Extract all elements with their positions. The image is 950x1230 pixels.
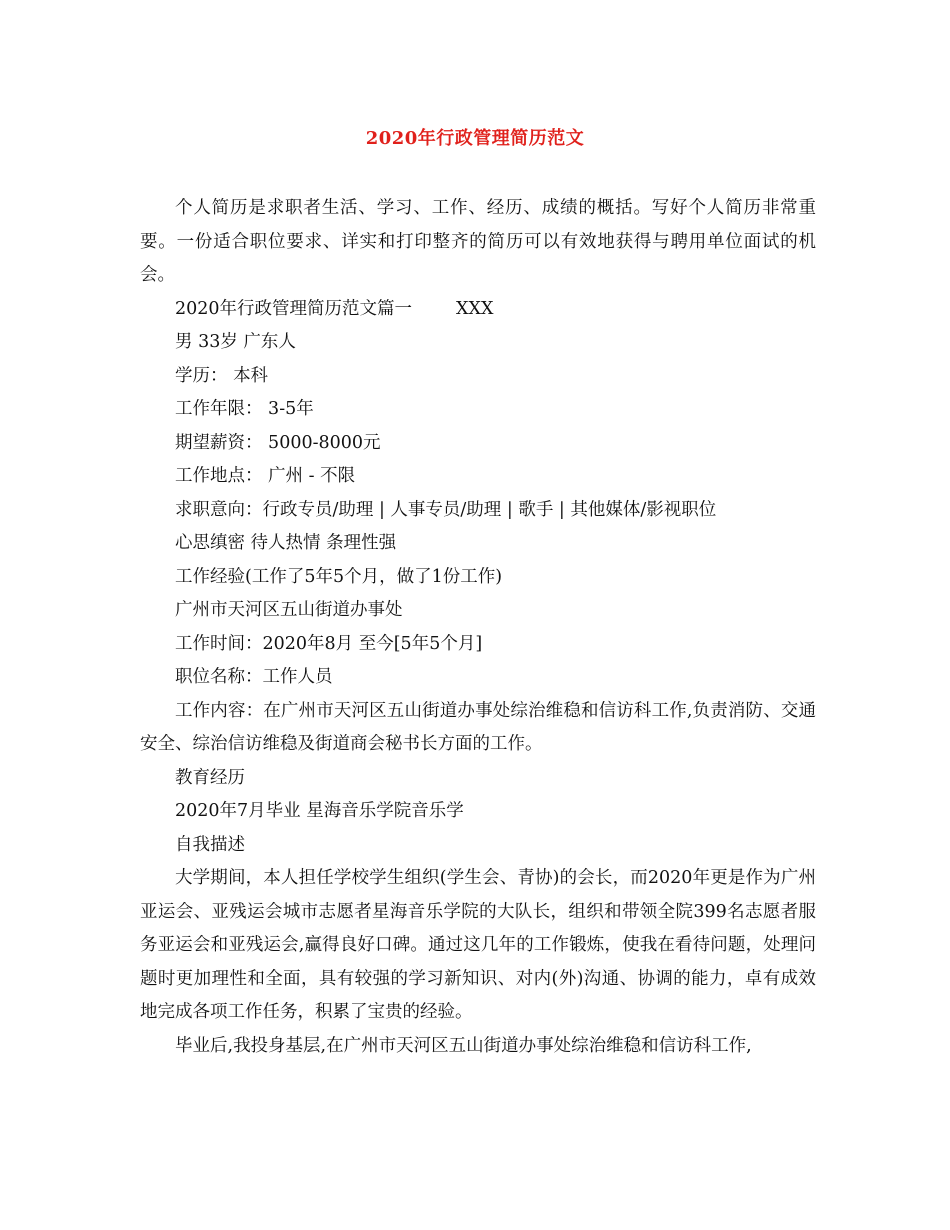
education-detail: 2020年7月毕业 星海音乐学院音乐学 — [175, 801, 464, 821]
resume-heading-line — [140, 293, 816, 327]
intro-paragraph: 个人简历是求职者生活、学习、工作、经历、成绩的概括。写好个人简历非常重要。一份适合职位要求、详实和打印整齐的简历可以有效地获得与聘用单位面试的机会。 — [140, 198, 816, 285]
position-title: 职位名称：工作人员 — [175, 667, 333, 687]
work-content-paragraph: 工作内容：在广州市天河区五山街道办事处综治维稳和信访科工作,负责消防、交通安全、综治信访维稳及街道商会秘书长方面的工作。 — [140, 700, 816, 754]
candidate-name: XXX — [456, 298, 494, 319]
work-time: 工作时间：2020年8月 至今[5年5个月] — [175, 633, 483, 654]
education-level: 学历： 本科 — [175, 365, 269, 386]
personal-traits: 心思缜密 待人热情 条理性强 — [175, 533, 397, 553]
work-years: 工作年限： 3-5年 — [175, 399, 314, 419]
document-body — [140, 192, 816, 1063]
self-description-heading: 自我描述 — [175, 834, 245, 855]
self-description-paragraph-1: 大学期间，本人担任学校学生组织(学生会、青协)的会长，而2020年更是作为广州亚运会、亚残运会城市志愿者星海音乐学院的大队长，组织和带领全院399名志愿者服务亚运会和亚残运会,赢得良好口碑。通过这几年的工作锻炼，使我在看待问题，处理问题时更加理性和全面，具有较强的学习新知识、对内(外)沟通、协调的能力，卓有成效地完成各项工作任务，积累了宝贵的经验。 — [140, 868, 816, 1022]
education-heading: 教育经历 — [175, 767, 245, 788]
expected-salary: 期望薪资： 5000-8000元 — [175, 432, 381, 453]
basic-info: 男 33岁 广东人 — [175, 332, 296, 352]
job-intention: 求职意向：行政专员/助理 | 人事专员/助理 | 歌手 | 其他媒体/影视职位 — [175, 499, 717, 520]
work-location: 工作地点： 广州 - 不限 — [175, 466, 356, 486]
self-description-paragraph-2: 毕业后,我投身基层,在广州市天河区五山街道办事处综治维稳和信访科工作, — [175, 1035, 752, 1056]
experience-summary: 工作经验(工作了5年5个月，做了1份工作) — [175, 566, 503, 587]
section-heading: 2020年行政管理简历范文篇一 — [175, 298, 413, 319]
document-title: 2020年行政管理简历范文 — [365, 128, 585, 149]
employer-name: 广州市天河区五山街道办事处 — [175, 600, 403, 620]
